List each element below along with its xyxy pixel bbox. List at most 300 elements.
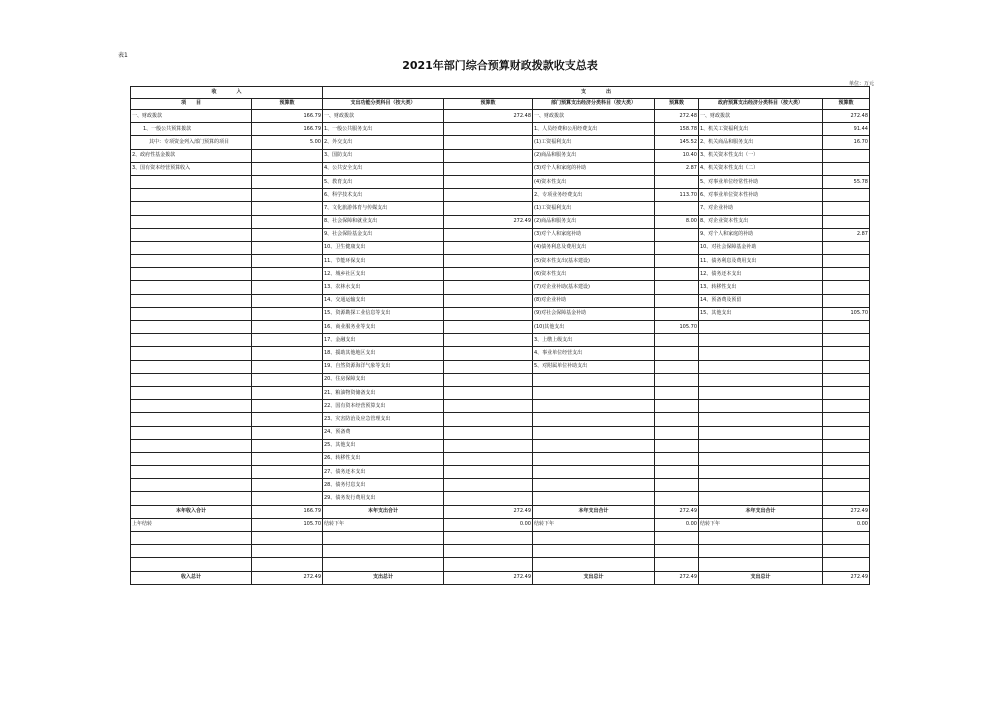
budget-cell [444, 241, 533, 254]
item-cell: 21、粮油物资储备支出 [323, 386, 444, 399]
budget-cell [444, 386, 533, 399]
budget-cell [252, 255, 323, 268]
empty-cell [131, 532, 252, 545]
budget-cell [655, 241, 699, 254]
item-cell [699, 452, 823, 465]
budget-cell [252, 149, 323, 162]
budget-cell: 105.70 [655, 321, 699, 334]
item-cell [533, 439, 655, 452]
table-row [131, 307, 870, 320]
budget-cell [655, 347, 699, 360]
col-budget: 预算数 [823, 98, 870, 110]
budget-cell: 166.79 [252, 123, 323, 136]
budget-cell [655, 255, 699, 268]
item-cell: 5、对附属单位补助支出 [533, 360, 655, 373]
budget-cell [823, 149, 870, 162]
item-cell [131, 294, 252, 307]
total-value: 0.00 [823, 518, 870, 531]
total-value: 272.49 [655, 571, 699, 584]
item-cell: 4、事业单位经营支出 [533, 347, 655, 360]
budget-cell [655, 294, 699, 307]
budget-cell [655, 466, 699, 479]
budget-cell [444, 294, 533, 307]
budget-cell [444, 360, 533, 373]
budget-cell [252, 426, 323, 439]
total-value: 272.49 [444, 505, 533, 518]
table-row [131, 215, 870, 228]
total-label: 支出总计 [323, 571, 444, 584]
item-cell: 8、社会保障和就业支出 [323, 215, 444, 228]
total-label: 收入总计 [131, 571, 252, 584]
budget-cell [823, 241, 870, 254]
table-row [131, 189, 870, 202]
budget-cell [823, 215, 870, 228]
budget-cell [252, 228, 323, 241]
budget-cell [252, 294, 323, 307]
budget-cell: 272.48 [823, 110, 870, 123]
table-row [131, 347, 870, 360]
budget-cell [655, 373, 699, 386]
budget-cell [444, 466, 533, 479]
item-cell: (4)债务利息及费用支出 [533, 241, 655, 254]
budget-cell: 5.00 [252, 136, 323, 149]
budget-cell [444, 189, 533, 202]
budget-cell [252, 321, 323, 334]
budget-cell [823, 347, 870, 360]
table-row [131, 241, 870, 254]
total-value: 272.49 [444, 571, 533, 584]
budget-cell [655, 268, 699, 281]
item-cell [131, 400, 252, 413]
budget-cell [444, 400, 533, 413]
item-cell: 14、交通运输支出 [323, 294, 444, 307]
item-cell: (7)对企业补助(基本建设) [533, 281, 655, 294]
item-cell [533, 413, 655, 426]
item-cell: 17、金融支出 [323, 334, 444, 347]
budget-cell [823, 400, 870, 413]
budget-cell [252, 215, 323, 228]
budget-cell: 91.44 [823, 123, 870, 136]
budget-cell: 8.00 [655, 215, 699, 228]
budget-cell [444, 255, 533, 268]
table-row [131, 162, 870, 175]
item-cell: 4、机关资本性支出（二） [699, 162, 823, 175]
item-cell [699, 347, 823, 360]
item-cell [131, 373, 252, 386]
empty-cell [323, 545, 444, 558]
item-cell [131, 321, 252, 334]
budget-cell [252, 452, 323, 465]
budget-cell [823, 426, 870, 439]
budget-cell [444, 439, 533, 452]
budget-cell [444, 228, 533, 241]
table-row [131, 123, 870, 136]
table-row [131, 439, 870, 452]
budget-cell [252, 479, 323, 492]
item-cell: 13、农林水支出 [323, 281, 444, 294]
budget-cell [252, 360, 323, 373]
table-row [131, 228, 870, 241]
item-cell [533, 492, 655, 505]
budget-cell [444, 479, 533, 492]
budget-cell [444, 321, 533, 334]
budget-cell [655, 386, 699, 399]
empty-cell [533, 545, 655, 558]
budget-cell [444, 373, 533, 386]
budget-cell: 272.48 [444, 110, 533, 123]
item-cell: 9、对个人和家庭的补助 [699, 228, 823, 241]
item-cell: 11、债务利息及费用支出 [699, 255, 823, 268]
item-cell [131, 426, 252, 439]
table-row [131, 334, 870, 347]
budget-cell [252, 162, 323, 175]
item-cell: (3)对个人和家庭补助 [533, 228, 655, 241]
item-cell [699, 426, 823, 439]
budget-cell [823, 255, 870, 268]
item-cell: (4)资本性支出 [533, 175, 655, 188]
item-cell: 27、债务还本支出 [323, 466, 444, 479]
item-cell: 1、一般公共预算拨款 [131, 123, 252, 136]
item-cell: (10)其他支出 [533, 321, 655, 334]
item-cell [131, 413, 252, 426]
item-cell [131, 175, 252, 188]
item-cell: 一、财政拨款 [699, 110, 823, 123]
col-item: 项 目 [131, 98, 252, 110]
empty-cell [655, 545, 699, 558]
expense-header: 支 出 [323, 87, 870, 99]
item-cell [131, 479, 252, 492]
budget-cell [655, 334, 699, 347]
budget-cell [444, 136, 533, 149]
item-cell [131, 466, 252, 479]
budget-cell [252, 175, 323, 188]
budget-cell [252, 492, 323, 505]
total-value: 0.00 [444, 518, 533, 531]
budget-cell [823, 386, 870, 399]
total-label: 支出总计 [533, 571, 655, 584]
empty-cell [444, 532, 533, 545]
item-cell [131, 334, 252, 347]
budget-cell: 113.70 [655, 189, 699, 202]
total-value: 272.49 [252, 571, 323, 584]
budget-cell [252, 202, 323, 215]
item-cell: 10、对社会保障基金补助 [699, 241, 823, 254]
budget-cell [655, 228, 699, 241]
budget-cell [823, 452, 870, 465]
item-cell [131, 347, 252, 360]
item-cell: 15、其他支出 [699, 307, 823, 320]
total-label: 结转下年 [533, 518, 655, 531]
item-cell [699, 334, 823, 347]
item-cell: 9、社会保险基金支出 [323, 228, 444, 241]
total-label: 本年支出合计 [533, 505, 655, 518]
item-cell [533, 479, 655, 492]
table-row [131, 426, 870, 439]
table-row [131, 136, 870, 149]
budget-cell [655, 400, 699, 413]
item-cell: 15、资源勘探工业信息等支出 [323, 307, 444, 320]
item-cell: 1、一般公共服务支出 [323, 123, 444, 136]
budget-cell [655, 202, 699, 215]
item-cell: (1)工资福利支出 [533, 136, 655, 149]
item-cell: (8)对企业补助 [533, 294, 655, 307]
budget-summary-table [130, 86, 870, 585]
item-cell: 8、对企业资本性支出 [699, 215, 823, 228]
empty-cell [823, 545, 870, 558]
item-cell [533, 386, 655, 399]
budget-cell: 166.79 [252, 110, 323, 123]
budget-cell: 2.87 [823, 228, 870, 241]
table-row [131, 149, 870, 162]
item-cell: 1、人员经费和公用经费支出 [533, 123, 655, 136]
budget-cell [823, 492, 870, 505]
budget-cell [655, 281, 699, 294]
budget-cell [823, 189, 870, 202]
item-cell [131, 202, 252, 215]
budget-cell [655, 307, 699, 320]
budget-cell [655, 452, 699, 465]
budget-cell [444, 492, 533, 505]
budget-cell [252, 334, 323, 347]
budget-cell [252, 466, 323, 479]
budget-cell: 10.40 [655, 149, 699, 162]
empty-cell [131, 558, 252, 571]
table-row [131, 255, 870, 268]
budget-cell [252, 281, 323, 294]
empty-cell [533, 558, 655, 571]
col-func-cls: 支出功能分类科目（按大类） [323, 98, 444, 110]
item-cell: 19、自然资源海洋气象等支出 [323, 360, 444, 373]
budget-cell [252, 413, 323, 426]
budget-cell [444, 202, 533, 215]
budget-cell: 158.78 [655, 123, 699, 136]
empty-cell [533, 532, 655, 545]
item-cell [533, 373, 655, 386]
table-row [131, 479, 870, 492]
empty-cell [699, 558, 823, 571]
budget-cell [823, 202, 870, 215]
item-cell [131, 307, 252, 320]
empty-cell [252, 532, 323, 545]
table-row [131, 321, 870, 334]
table-row [131, 175, 870, 188]
empty-cell [323, 558, 444, 571]
item-cell: (2)商品和服务支出 [533, 149, 655, 162]
col-gov-econ: 政府预算支出经济分类科目（按大类） [699, 98, 823, 110]
item-cell [131, 360, 252, 373]
budget-cell [252, 439, 323, 452]
budget-cell [655, 479, 699, 492]
budget-cell [444, 268, 533, 281]
table-row [131, 268, 870, 281]
budget-cell [823, 281, 870, 294]
total-label: 本年收入合计 [131, 505, 252, 518]
item-cell: 7、对企业补助 [699, 202, 823, 215]
total-label: 结转下年 [699, 518, 823, 531]
item-cell [131, 241, 252, 254]
item-cell: (6)资本性支出 [533, 268, 655, 281]
total-label: 本年支出合计 [323, 505, 444, 518]
budget-cell [655, 439, 699, 452]
budget-cell [444, 281, 533, 294]
item-cell: 14、预备费及预留 [699, 294, 823, 307]
budget-cell: 272.49 [444, 215, 533, 228]
item-cell: 一、财政拨款 [131, 110, 252, 123]
table-row [131, 413, 870, 426]
blank-row [131, 558, 870, 571]
item-cell [699, 321, 823, 334]
item-cell: (2)商品和服务支出 [533, 215, 655, 228]
item-cell: 16、商业服务业等支出 [323, 321, 444, 334]
budget-cell [823, 321, 870, 334]
budget-cell [444, 162, 533, 175]
budget-cell [655, 492, 699, 505]
budget-cell: 16.70 [823, 136, 870, 149]
empty-cell [823, 558, 870, 571]
total-value: 166.79 [252, 505, 323, 518]
total-label: 上年结转 [131, 518, 252, 531]
item-cell: 7、文化旅游体育与传媒支出 [323, 202, 444, 215]
item-cell: 6、科学技术支出 [323, 189, 444, 202]
item-cell [699, 386, 823, 399]
table-row [131, 492, 870, 505]
item-cell [131, 452, 252, 465]
item-cell [131, 281, 252, 294]
item-cell: 3、机关资本性支出（一） [699, 149, 823, 162]
item-cell: 13、转移性支出 [699, 281, 823, 294]
total_year-row [131, 505, 870, 518]
carry-row [131, 518, 870, 531]
item-cell: 2、专项业务经费支出 [533, 189, 655, 202]
budget-cell [252, 307, 323, 320]
item-cell [699, 400, 823, 413]
budget-cell [444, 347, 533, 360]
budget-cell [252, 347, 323, 360]
table-row [131, 360, 870, 373]
item-cell: 25、其他支出 [323, 439, 444, 452]
item-cell [533, 452, 655, 465]
budget-cell [823, 373, 870, 386]
empty-cell [699, 532, 823, 545]
table-row [131, 400, 870, 413]
item-cell: 4、公共安全支出 [323, 162, 444, 175]
budget-cell: 105.70 [823, 307, 870, 320]
item-cell [699, 373, 823, 386]
item-cell: 6、对事业单位资本性补助 [699, 189, 823, 202]
empty-cell [323, 532, 444, 545]
total-value: 0.00 [655, 518, 699, 531]
total-value: 272.49 [655, 505, 699, 518]
item-cell [131, 492, 252, 505]
item-cell: 22、国有资本经营预算支出 [323, 400, 444, 413]
item-cell [131, 215, 252, 228]
table-row [131, 452, 870, 465]
item-cell [131, 228, 252, 241]
budget-cell [655, 360, 699, 373]
item-cell [533, 426, 655, 439]
item-cell [131, 189, 252, 202]
empty-cell [444, 558, 533, 571]
item-cell: 一、财政拨款 [323, 110, 444, 123]
table-number-label: 表1 [118, 52, 128, 59]
item-cell [699, 466, 823, 479]
empty-cell [655, 532, 699, 545]
empty-cell [699, 545, 823, 558]
budget-cell [252, 373, 323, 386]
budget-cell [252, 268, 323, 281]
budget-cell [823, 294, 870, 307]
item-cell: 24、预备费 [323, 426, 444, 439]
total-label: 结转下年 [323, 518, 444, 531]
total-value: 272.49 [823, 505, 870, 518]
col-budget: 预算数 [252, 98, 323, 110]
budget-cell [252, 386, 323, 399]
total-label: 本年支出合计 [699, 505, 823, 518]
item-cell: 12、城乡社区支出 [323, 268, 444, 281]
item-cell: 12、债务还本支出 [699, 268, 823, 281]
budget-cell [655, 413, 699, 426]
budget-cell [823, 360, 870, 373]
item-cell: 3、国有资本经营预算收入 [131, 162, 252, 175]
budget-cell [252, 241, 323, 254]
item-cell [533, 400, 655, 413]
item-cell: 29、债务发行费用支出 [323, 492, 444, 505]
budget-cell [444, 452, 533, 465]
budget-cell [252, 400, 323, 413]
budget-cell: 145.52 [655, 136, 699, 149]
table-row [131, 386, 870, 399]
table-row [131, 202, 870, 215]
budget-cell [444, 426, 533, 439]
item-cell: (3)对个人和家庭的补助 [533, 162, 655, 175]
empty-cell [131, 545, 252, 558]
item-cell: 5、对事业单位经常性补助 [699, 175, 823, 188]
budget-cell: 272.48 [655, 110, 699, 123]
total-label: 支出总计 [699, 571, 823, 584]
item-cell: 3、国防支出 [323, 149, 444, 162]
item-cell [131, 386, 252, 399]
table-row [131, 294, 870, 307]
budget-cell [444, 149, 533, 162]
empty-cell [823, 532, 870, 545]
item-cell [131, 268, 252, 281]
item-cell: 3、上缴上级支出 [533, 334, 655, 347]
item-cell: 11、节能环保支出 [323, 255, 444, 268]
budget-cell [823, 334, 870, 347]
item-cell: 28、债务付息支出 [323, 479, 444, 492]
item-cell: 10、卫生健康支出 [323, 241, 444, 254]
item-cell: 2、外交支出 [323, 136, 444, 149]
budget-cell [444, 123, 533, 136]
table-row [131, 466, 870, 479]
item-cell: 18、援助其他地区支出 [323, 347, 444, 360]
empty-cell [655, 558, 699, 571]
item-cell: 5、教育支出 [323, 175, 444, 188]
total-value: 105.70 [252, 518, 323, 531]
budget-cell [444, 307, 533, 320]
budget-cell [444, 334, 533, 347]
item-cell: 2、机关商品和服务支出 [699, 136, 823, 149]
budget-cell [823, 268, 870, 281]
item-cell [699, 439, 823, 452]
item-cell: 2、政府性基金拨款 [131, 149, 252, 162]
empty-cell [444, 545, 533, 558]
item-cell [699, 479, 823, 492]
budget-cell [823, 466, 870, 479]
budget-cell [444, 413, 533, 426]
empty-cell [252, 545, 323, 558]
blank-row [131, 532, 870, 545]
